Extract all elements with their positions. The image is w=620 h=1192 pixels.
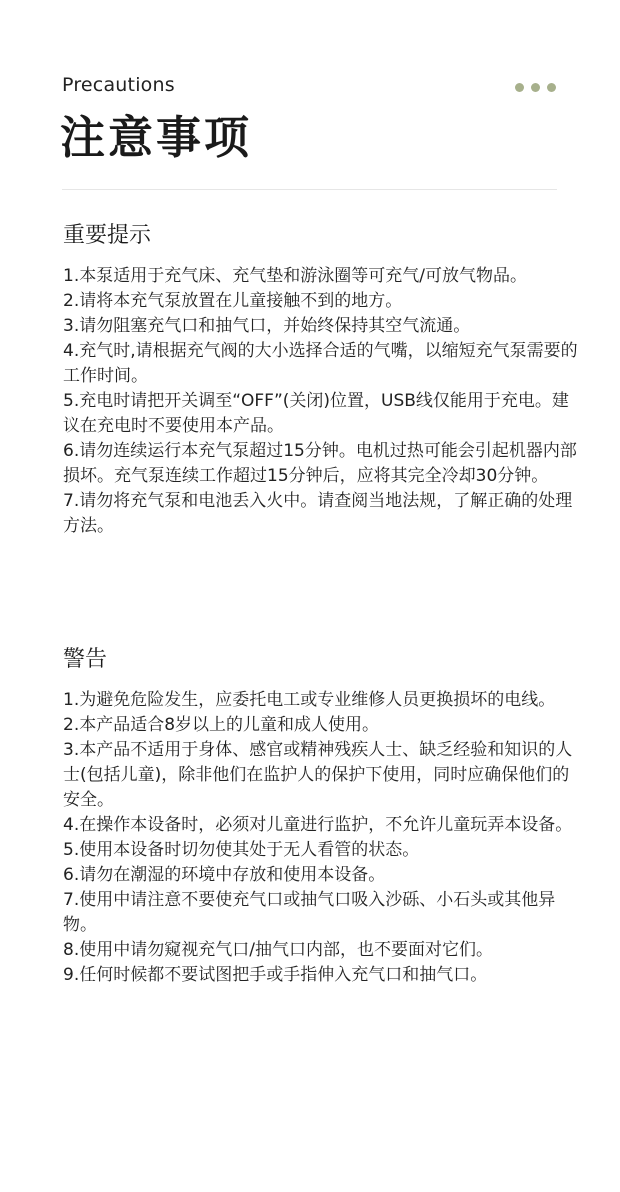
dot-icon [531,83,540,92]
page-title: 注意事项 [60,111,253,164]
list-item: 7.请勿将充气泵和电池丢入火中。请查阅当地法规，了解正确的处理方法。 [63,491,573,536]
list-item: 1.为避免危险发生，应委托电工或专业维修人员更换损坏的电线。 [63,690,556,710]
list-item: 6.请勿在潮湿的环境中存放和使用本设备。 [63,865,386,885]
dot-icon [515,83,524,92]
list-item: 5.充电时请把开关调至“OFF”(关闭)位置，USB线仅能用于充电。建议在充电时不要使用本产品。 [63,391,569,436]
list-item: 4.充气时,请根据充气阀的大小选择合适的气嘴，以缩短充气泵需要的工作时间。 [63,341,578,386]
list-item: 9.任何时候都不要试图把手或手指伸入充气口和抽气口。 [63,965,488,985]
dot-icon [547,83,556,92]
list-item: 1.本泵适用于充气床、充气垫和游泳圈等可充气/可放气物品。 [63,266,527,286]
list-item: 6.请勿连续运行本充气泵超过15分钟。电机过热可能会引起机器内部损坏。充气泵连续工作超过15分钟后，应将其完全冷却30分钟。 [63,441,577,486]
list-item: 3.请勿阻塞充气口和抽气口，并始终保持其空气流通。 [63,316,471,336]
warning-list [63,688,583,988]
list-item: 2.请将本充气泵放置在儿童接触不到的地方。 [63,291,403,311]
section-heading-important: 重要提示 [63,223,152,248]
list-item: 5.使用本设备时切勿使其处于无人看管的状态。 [63,840,420,860]
list-item: 7.使用中请注意不要使充气口或抽气口吸入沙砾、小石头或其他异物。 [63,890,556,935]
list-item: 8.使用中请勿窥视充气口/抽气口内部，也不要面对它们。 [63,940,493,960]
list-item: 3.本产品不适用于身体、感官或精神残疾人士、缺乏经验和知识的人士(包括儿童)，除非他们在监护人的保护下使用，同时应确保他们的安全。 [63,740,573,810]
important-notes-list [63,264,583,539]
header-divider [62,189,557,190]
list-item: 4.在操作本设备时，必须对儿童进行监护，不允许儿童玩弄本设备。 [63,815,573,835]
list-item: 2.本产品适合8岁以上的儿童和成人使用。 [63,715,380,735]
section-heading-warning: 警告 [63,647,108,672]
dots-decoration [515,83,556,92]
page-subtitle: Precautions [62,74,175,96]
